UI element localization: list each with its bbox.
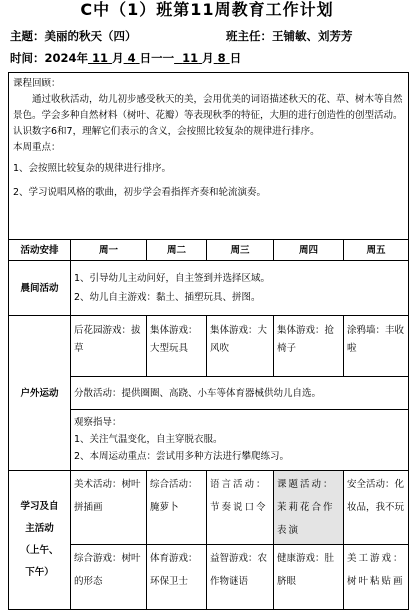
study-label-2: 主活动 <box>25 523 54 534</box>
observe-1: 1、关注气温变化，自主穿脱衣服。 <box>74 434 223 445</box>
time-year: 2024年 <box>44 51 89 65</box>
morning-row <box>9 261 409 316</box>
header-day-mon: 周一 <box>71 240 147 261</box>
page-title: C中（1）班第11周教育工作计划 <box>80 0 334 19</box>
study-label <box>9 471 71 610</box>
review-text: 通过收秋活动，幼儿初步感受秋天的美，会用优美的词语描述秋天的花、草、树木等自然景色。学会多种自然材料（树叶、花瓣）等表现秋季的特征，大胆的进行创造性的创型活动。认识数字6和7，理解它们表示的含义，会按照比较复杂的规律进行排序。 <box>13 94 403 137</box>
outdoor-game-fri: 涂鸦墙：丰收啦 <box>344 316 409 377</box>
time-start <box>88 51 112 65</box>
time-end-month: 11 <box>182 51 199 65</box>
header-activity: 活动安排 <box>9 240 71 261</box>
time-end-day: 8 <box>217 51 226 65</box>
focus-title: 本周重点： <box>13 142 61 153</box>
outdoor-games-row <box>9 316 409 377</box>
outdoor-game-tue: 集体游戏：大型玩具 <box>147 316 207 377</box>
outdoor-label: 户外运动 <box>9 316 71 471</box>
theme-line <box>10 28 137 44</box>
morning-line-1: 1、引导幼儿主动问好，自主签到并选择区域。 <box>74 273 271 284</box>
header-day-thu: 周四 <box>274 240 344 261</box>
intro-row <box>9 73 409 240</box>
outdoor-observe <box>71 410 409 471</box>
outdoor-scatter: 分散活动：提供圈圈、高跷、小车等体育器械供幼儿自选。 <box>71 377 409 410</box>
study-label-1: 学习及自 <box>20 501 59 512</box>
focus-2: 2、学习说唱风格的歌曲，初步学会看指挥齐奏和轮流演奏。 <box>13 187 267 198</box>
outdoor-game-thu: 集体游戏：抢椅子 <box>274 316 344 377</box>
study-label-3: （上午、 <box>20 545 59 556</box>
outdoor-game-mon: 后花园游戏：拔草 <box>71 316 147 377</box>
teacher-label: 班主任： <box>226 29 272 43</box>
time-sep: 日一一 <box>139 51 175 65</box>
plan-table <box>8 72 409 610</box>
intro-cell <box>9 73 409 240</box>
time-label: 时间： <box>10 51 45 65</box>
morning-cell <box>71 261 409 316</box>
focus-1: 1、会按照比较复杂的规律进行排序。 <box>13 163 172 174</box>
observe-2: 2、本周运动重点：尝试用多种方法进行攀爬练习。 <box>74 451 290 462</box>
time-start-day: 4 <box>127 51 136 65</box>
time-line: 时间：2024年 11 月 4 日一一 11 月 8 日 <box>10 51 242 65</box>
study-mon-1: 美术活动：树叶拼插画 <box>71 471 147 545</box>
theme-label: 主题： <box>10 29 45 43</box>
study-wed-1: 语言活动：节奏说口令 <box>207 471 274 545</box>
review-title: 课程回顾： <box>13 78 61 89</box>
header-row <box>9 240 409 261</box>
study-row-1 <box>9 471 409 545</box>
study-tue-2: 体育游戏：环保卫士 <box>147 545 207 610</box>
theme-value: 美丽的秋天（四） <box>44 29 137 43</box>
outdoor-game-wed: 集体游戏：大风吹 <box>207 316 274 377</box>
morning-label: 晨间活动 <box>9 261 71 316</box>
teacher-value: 王铺敏、刘芳芳 <box>272 29 353 43</box>
header-day-tue: 周二 <box>147 240 207 261</box>
time-start-month: 11 <box>92 51 109 65</box>
header-day-wed: 周三 <box>207 240 274 261</box>
header-day-fri: 周五 <box>344 240 409 261</box>
teacher-line <box>226 28 353 44</box>
morning-line-2: 2、幼儿自主游戏：黏土、插塑玩具、拼图。 <box>74 292 261 303</box>
study-thu-1: 课题活动：茉莉花合作表演 <box>274 471 344 545</box>
observe-title: 观察指导： <box>74 417 122 428</box>
study-fri-1: 安全活动：化妆品，我不玩 <box>344 471 409 545</box>
study-label-4: 下午） <box>25 567 54 578</box>
study-tue-1: 综合活动：腌萝卜 <box>147 471 207 545</box>
study-mon-2: 综合游戏：树叶的形态 <box>71 545 147 610</box>
study-thu-2: 健康游戏：肚脐眼 <box>274 545 344 610</box>
study-fri-2: 美工游戏：树叶粘贴画 <box>344 545 409 610</box>
study-wed-2: 益智游戏：农作物谜语 <box>207 545 274 610</box>
